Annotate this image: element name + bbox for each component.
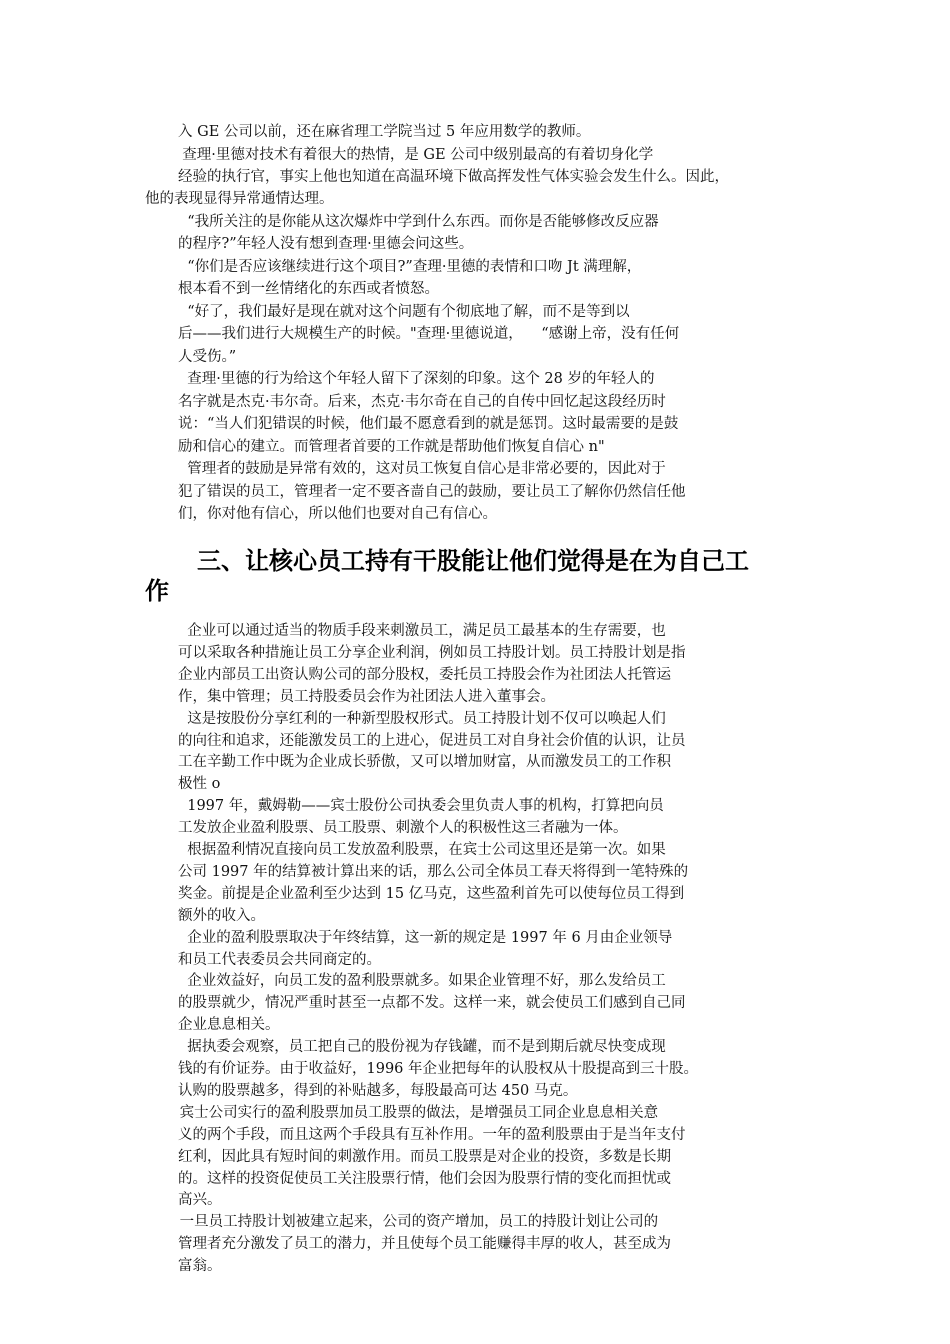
paragraph-text-line-15: 励和信心的建立。而管理者首要的工作就是帮助他们恢复自信心 n" (178, 438, 605, 455)
paragraph-text-s2-line-18: 的股票就少，情况严重时甚至一点都不发。这样一来，就会使员工们感到自己同 (178, 995, 686, 1012)
paragraph-text-s2-line-17: 企业效益好，向员工发的盈利股票就多。如果企业管理不好，那么发给员工 (178, 973, 666, 990)
paragraph-text-line-12: 查理·里德的行为给这个年轻人留下了深刻的印象。这个 28 岁的年轻人的 (178, 371, 655, 388)
paragraph-text-s2-line-14: 额外的收入。 (178, 907, 265, 924)
paragraph-text-s2-line-27: 高兴。 (178, 1192, 222, 1209)
paragraph-text-s2-line-19: 企业息息相关。 (178, 1017, 280, 1034)
paragraph-text-s2-line-3: 企业内部员工出资认购公司的部分股权，委托员工持股会作为社团法人托管运 (178, 666, 671, 683)
paragraph-text-line-1: 入 GE 公司以前，还在麻省理工学院当过 5 年应用数学的教师。 (178, 124, 591, 140)
paragraph-text-s2-line-16: 和员工代表委员会共同商定的。 (178, 951, 381, 968)
paragraph-text-s2-line-7: 工在辛勤工作中既为企业成长骄傲，又可以增加财富，从而激发员工的工作积 (178, 754, 671, 771)
paragraph-text-s2-line-11: 根据盈利情况直接向员工发放盈利股票，在宾士公司这里还是第一次。如果 (178, 842, 666, 858)
paragraph-text-s2-line-24: 义的两个手段，而且这两个手段具有互补作用。一年的盈利股票由于是当年支付 (178, 1126, 686, 1143)
paragraph-text-s2-line-9: 1997 年，戴姆勒——宾士股份公司执委会里负责人事的机构，打算把向员 (178, 798, 664, 815)
paragraph-text-s2-line-15: 企业的盈利股票取决于年终结算，这一新的规定是 1997 年 6 月由企业领导 (178, 929, 673, 946)
paragraph-text-line-4: 他的表现显得异常通情达理。 (145, 191, 334, 208)
paragraph-text-line-13: 名字就是杰克·韦尔奇。后来，杰克·韦尔奇在自己的自传中回忆起这段经历时 (178, 393, 666, 410)
paragraph-text-line-9: “好了，我们最好是现在就对这个问题有个彻底地了解，而不是等到以 (178, 303, 630, 320)
paragraph-text-s2-line-8: 极性 o (178, 776, 221, 793)
paragraph-text-line-7: “你们是否应该继续进行这个项目?”查理·里德的表情和口吻 Jt 满理解， (178, 258, 642, 275)
paragraph-text-s2-line-30: 富翁。 (178, 1258, 222, 1275)
paragraph-text-s2-line-29: 管理者充分激发了员工的潜力，并且使每个员工能赚得丰厚的收人，甚至成为 (178, 1236, 671, 1253)
paragraph-text-s2-line-6: 的向往和追求，还能激发员工的上进心，促进员工对自身社会价值的认识，让员 (178, 732, 686, 749)
paragraph-text-line-14: 说：“当人们犯错误的时候，他们最不愿意看到的就是惩罚。这时最需要的是鼓 (178, 416, 679, 433)
paragraph-text-s2-line-4: 作，集中管理；员工持股委员会作为社团法人进入董事会。 (178, 688, 555, 705)
paragraph-text-s2-line-12: 公司 1997 年的结算被计算出来的话，那么公司全体员工春天将得到一笔特殊的 (178, 863, 689, 880)
paragraph-text-line-11: 人受伤。” (178, 348, 237, 365)
paragraph-text-s2-line-1: 企业可以通过适当的物质手段来刺激员工，满足员工最基本的生存需要，也 (178, 623, 666, 639)
paragraph-text-s2-line-10: 工发放企业盈利股票、员工股票、刺激个人的积极性这三者融为一体。 (178, 820, 628, 837)
paragraph-text-line-18: 们，你对他有信心，所以他们也要对自己有信心。 (178, 506, 497, 522)
paragraph-text-line-2: 查理·里德对技术有着很大的热情，是 GE 公司中级别最高的有着切身化学 (173, 146, 654, 163)
paragraph-text-s2-line-21: 钱的有价证券。由于收益好，1996 年企业把每年的认股权从十股提高到三十股。 (178, 1061, 699, 1077)
paragraph-text-s2-line-5: 这是按股份分享红利的一种新型股权形式。员工持股计划不仅可以唤起人们 (178, 710, 666, 727)
paragraph-text-s2-line-23: 宾士公司实行的盈利股票加员工股票的做法，是增强员工同企业息息相关意 (175, 1104, 659, 1121)
paragraph-text-line-6: 的程序?”年轻人没有想到查理·里德会问这些。 (178, 236, 474, 253)
section-heading-line-1: 三、让核心员工持有干股能让他们觉得是在为自己工 (197, 547, 749, 575)
paragraph-text-s2-line-22: 认购的股票越多，得到的补贴越多，每股最高可达 450 马克。 (178, 1082, 578, 1099)
paragraph-text-line-10: 后——我们进行大规模生产的时候。"查理·里德说道， “感谢上帝，没有任何 (178, 326, 680, 343)
paragraph-text-s2-line-26: 的。这样的投资促使员工关注股票行情，他们会因为股票行情的变化而担忧或 (178, 1170, 671, 1187)
paragraph-text-s2-line-13: 奖金。前提是企业盈利至少达到 15 亿马克，这些盈利首先可以使每位员工得到 (178, 885, 685, 902)
paragraph-text-line-16: 管理者的鼓励是异常有效的，这对员工恢复自信心是非常必要的，因此对于 (178, 461, 666, 477)
paragraph-text-line-3: 经验的执行官，事实上他也知道在高温环境下做高挥发性气体实验会发生什么。因此， (178, 168, 729, 185)
paragraph-text-s2-line-2: 可以采取各种措施让员工分享企业利润，例如员工持股计划。员工持股计划是指 (178, 644, 686, 661)
paragraph-text-line-17: 犯了错误的员工，管理者一定不要吝啬自己的鼓励，要让员工了解你仍然信任他 (178, 483, 686, 500)
section-heading-line-2: 作 (145, 577, 169, 605)
paragraph-text-line-8: 根本看不到一丝情绪化的东西或者愤怒。 (178, 281, 439, 298)
paragraph-text-s2-line-20: 据执委会观察，员工把自己的股份视为存钱罐，而不是到期后就尽快变成现 (178, 1039, 666, 1056)
paragraph-text-s2-line-28: 一旦员工持股计划被建立起来，公司的资产增加，员工的持股计划让公司的 (175, 1214, 659, 1231)
paragraph-text-s2-line-25: 红利，因此具有短时间的刺激作用。而员工股票是对企业的投资，多数是长期 (178, 1148, 671, 1165)
paragraph-text-line-5: “我所关注的是你能从这次爆炸中学到什么东西。而你是否能够修改反应器 (178, 213, 659, 230)
